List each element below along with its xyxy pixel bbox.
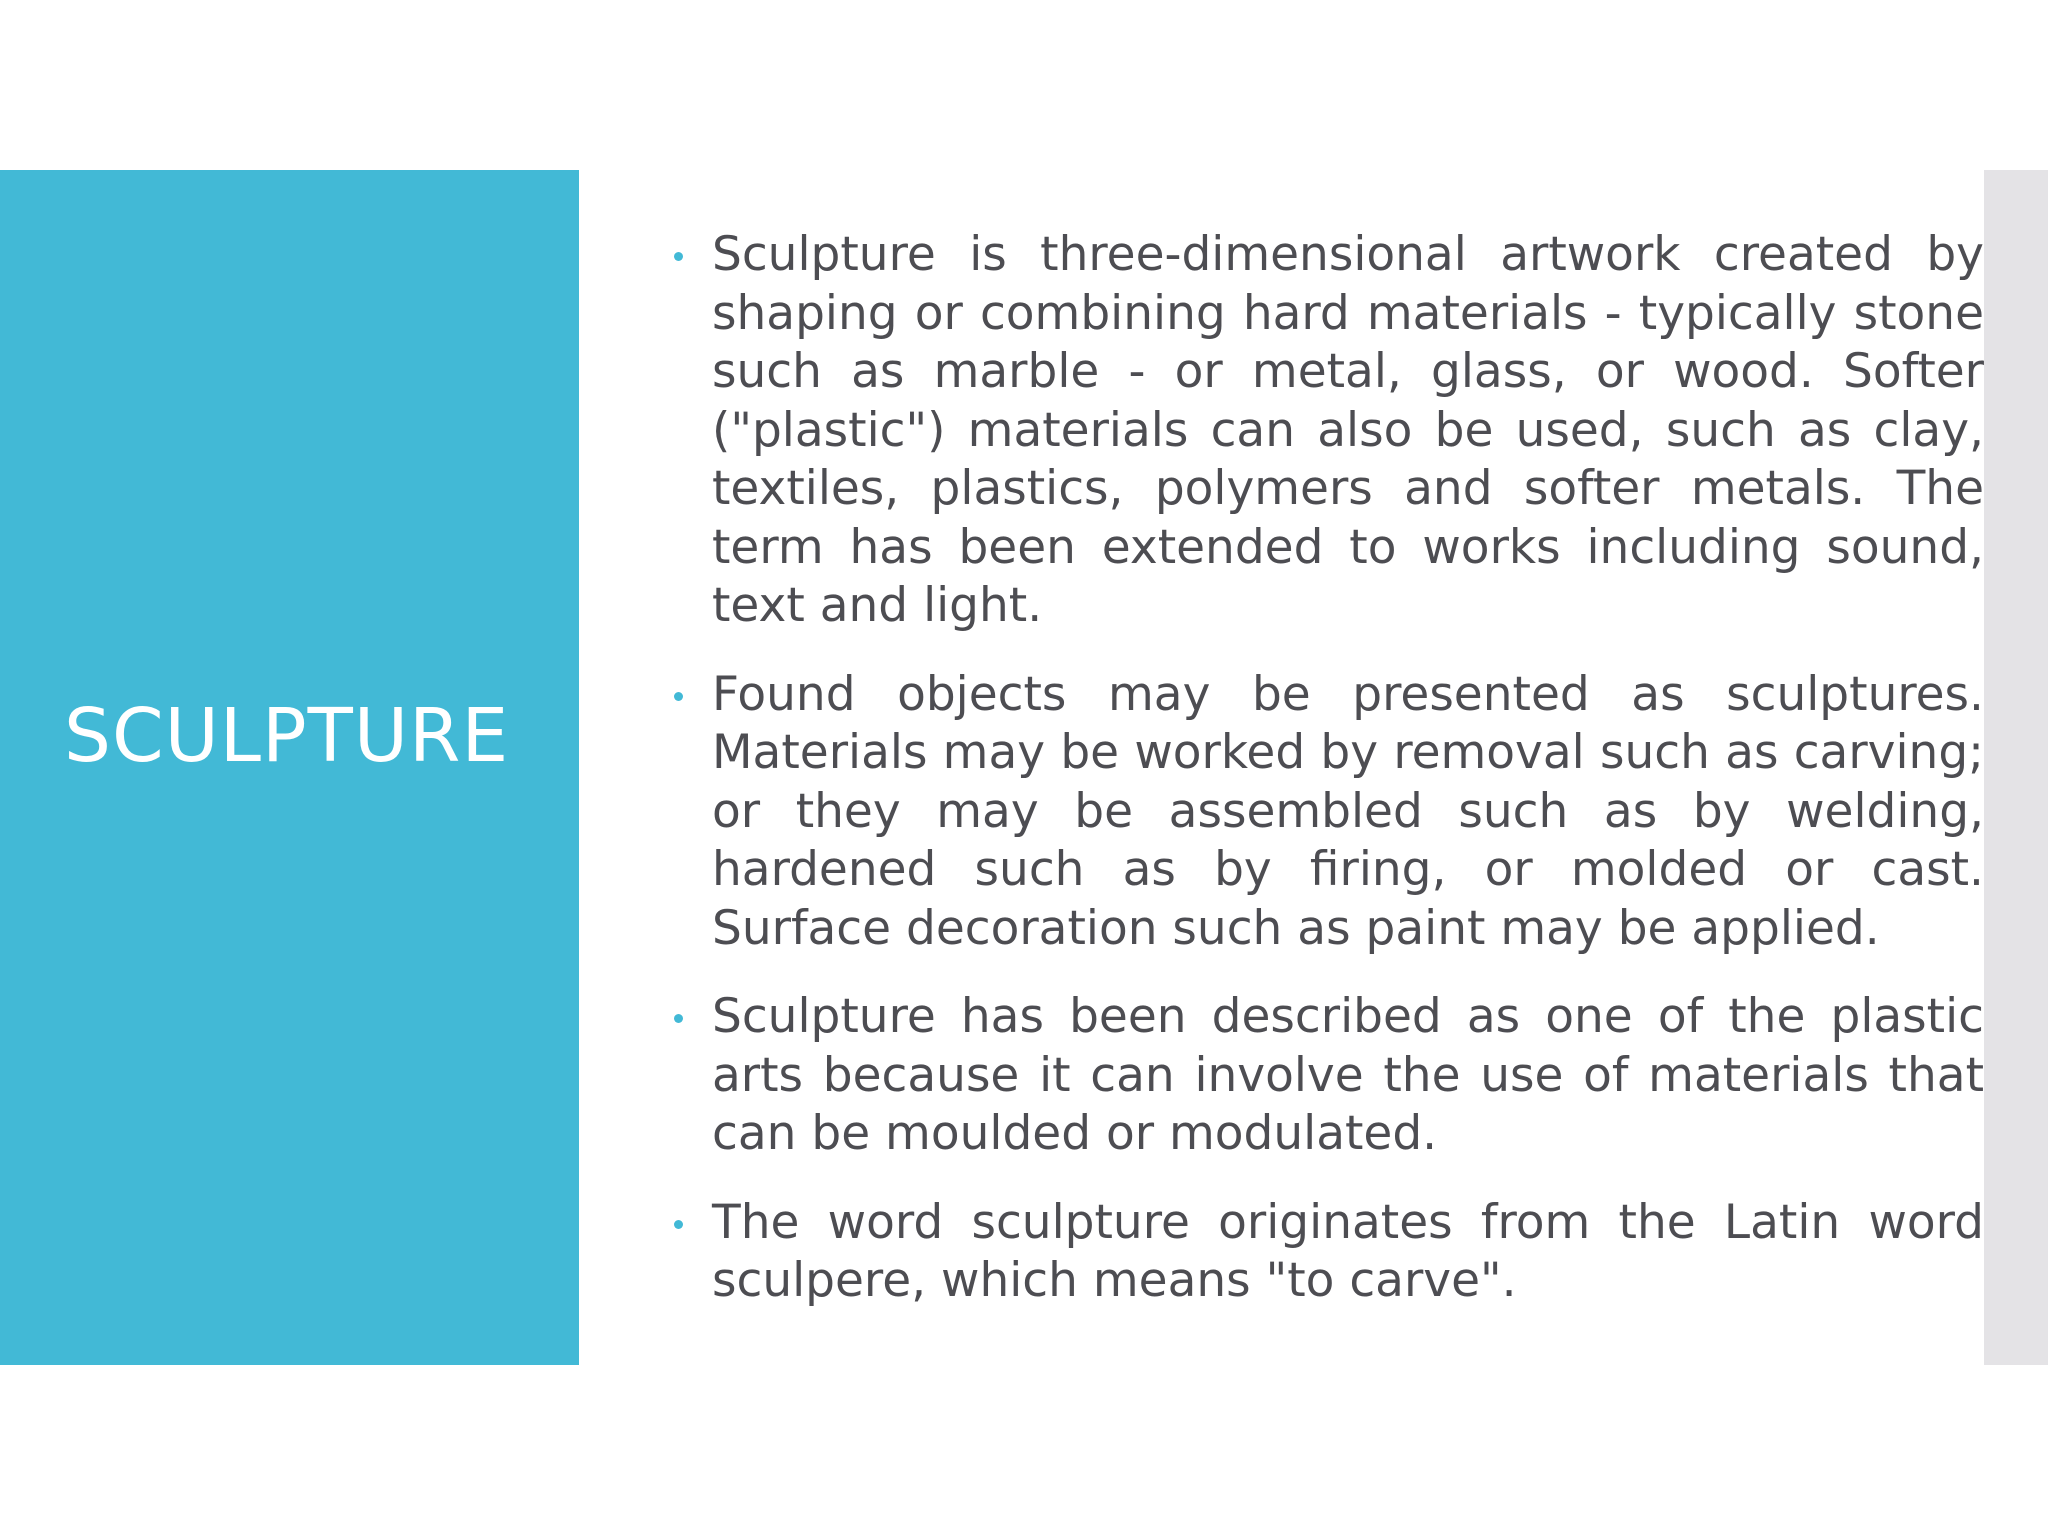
bullet-list — [668, 226, 1984, 1311]
slide-title: SCULPTURE — [64, 692, 510, 779]
right-accent-bar — [1984, 170, 2048, 1365]
bullet-text: The word sculpture originates from the Latin word sculpere, which means "to carve". — [712, 1194, 1984, 1308]
bullet-item — [668, 226, 1984, 636]
title-panel — [0, 170, 579, 1365]
bullet-text: Sculpture is three-dimensional artwork created by shaping or combining hard materials - typically stone such as marble - or metal, glass, or wood. Softer ("plastic") materials can also be used, such as clay, textiles, plastics, polymers and softer metals. The term has been extended to works including sound, text and light. — [712, 227, 1984, 633]
bullet-text: Sculpture has been described as one of the plastic arts because it can involve the use of materials that can be moulded or modulated. — [712, 989, 1984, 1161]
bullet-item — [668, 1194, 1984, 1311]
bullet-dot-icon — [674, 252, 683, 261]
bullet-dot-icon — [674, 692, 683, 701]
content-area — [668, 226, 1984, 1346]
bullet-dot-icon — [674, 1014, 683, 1023]
bullet-item — [668, 988, 1984, 1164]
bullet-dot-icon — [674, 1220, 683, 1229]
bullet-text: Found objects may be presented as sculptures. Materials may be worked by removal such as carving; or they may be assembled such as by welding, hardened such as by firing, or molded or cast. Surface decoration such as paint may be applied. — [712, 666, 1984, 956]
bullet-item — [668, 666, 1984, 959]
